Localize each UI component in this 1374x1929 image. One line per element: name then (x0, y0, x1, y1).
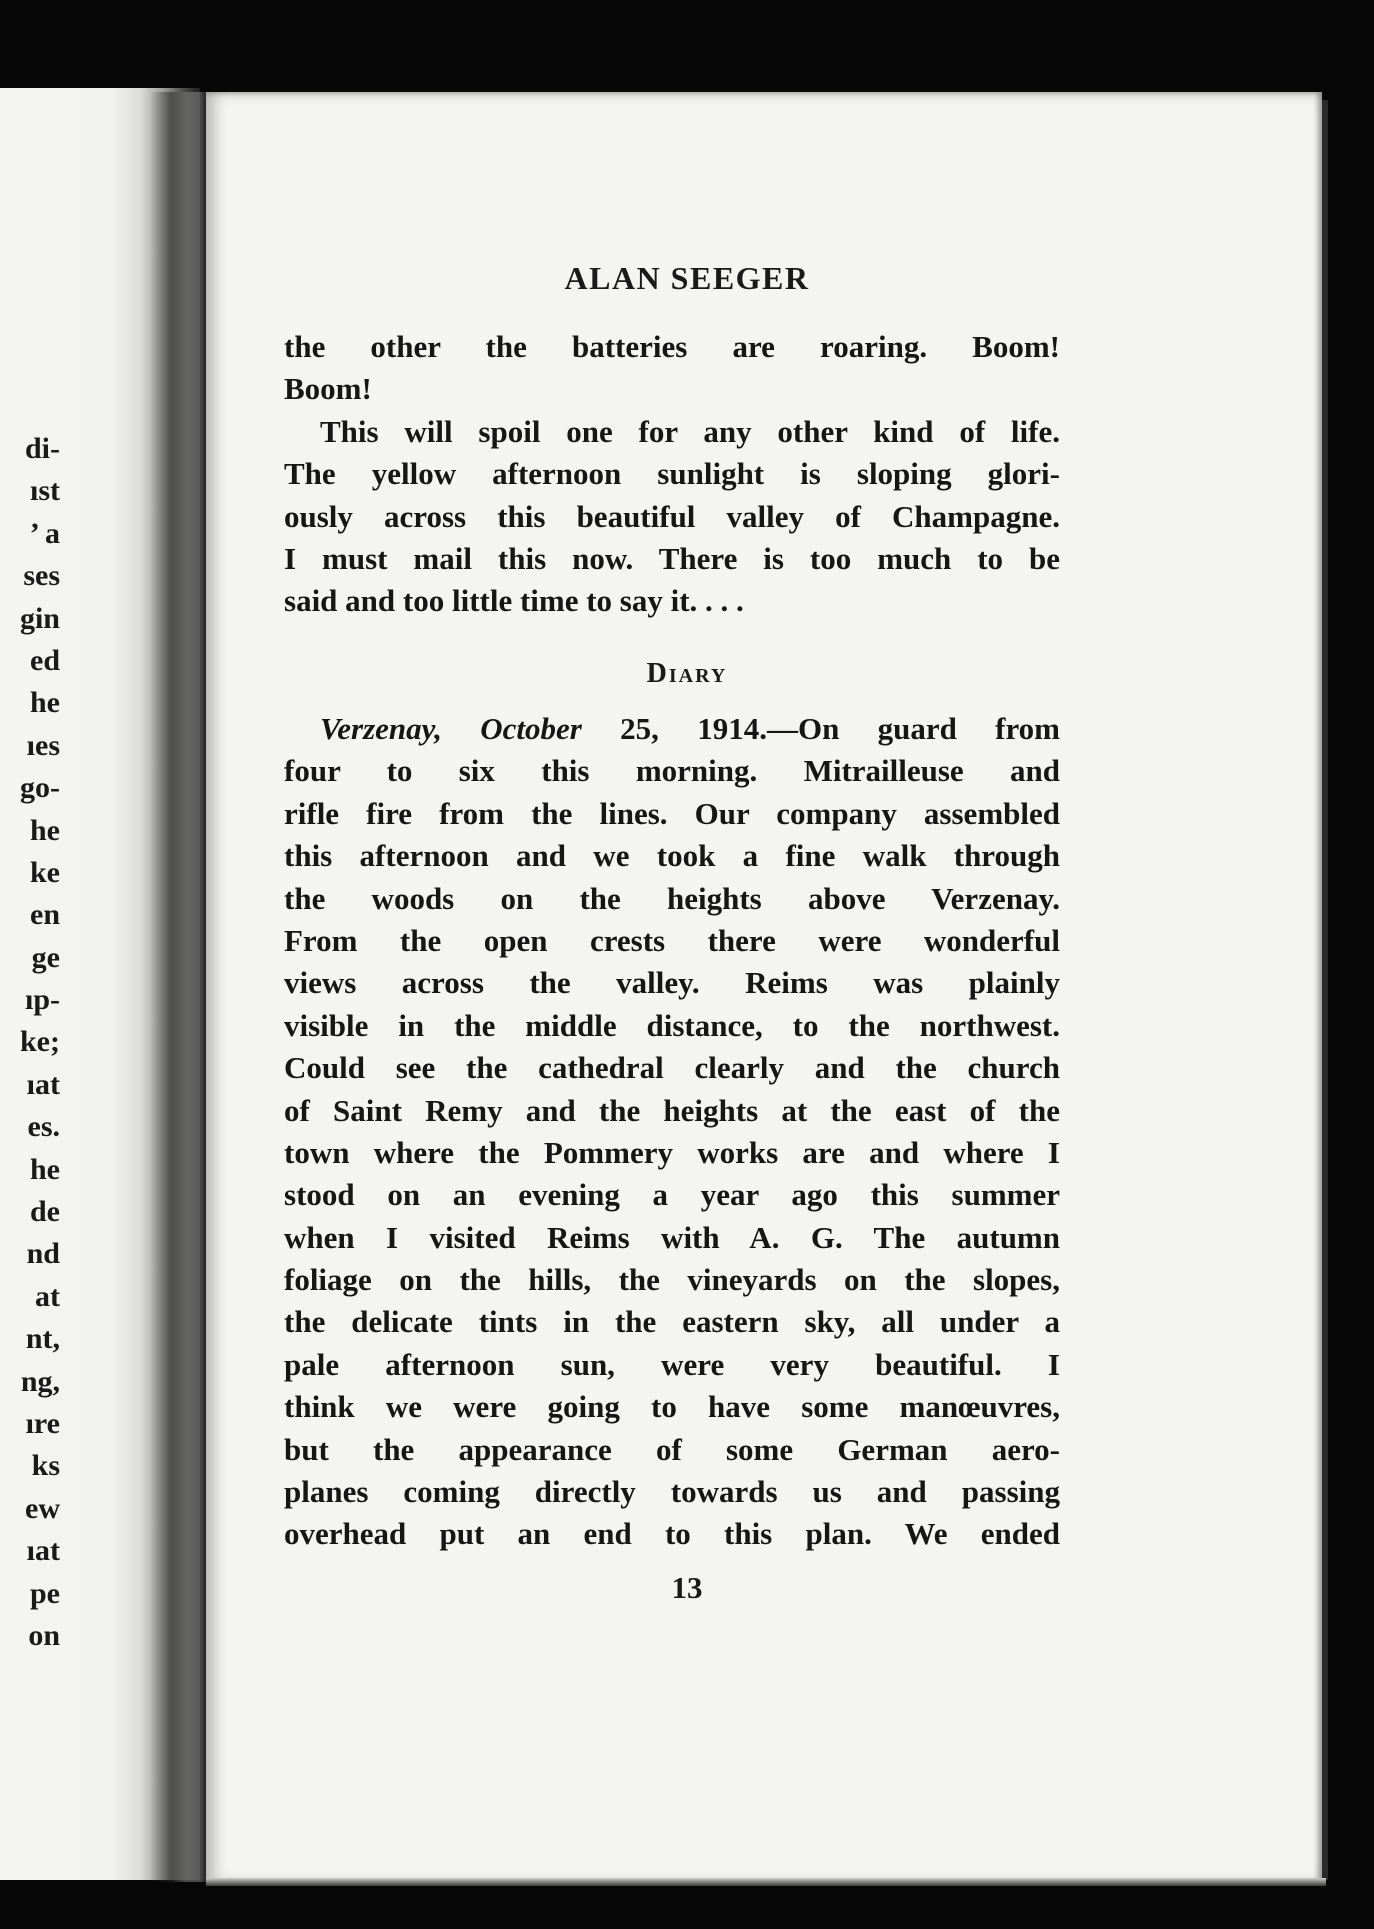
left-page-fragment: he (30, 686, 60, 720)
letter-paragraphs (284, 326, 1060, 623)
left-page-fragment: ıre (25, 1406, 60, 1440)
page-number: 13 (671, 1570, 703, 1605)
left-page-fragment: go- (20, 771, 60, 805)
text-line: views across the valley. Reims was plainly (284, 965, 1060, 1001)
text-line: Could see the cathedral clearly and the church (284, 1050, 1060, 1086)
text-line: said and too little time to say it. . . . (284, 583, 744, 619)
left-page-fragment: di- (24, 432, 60, 465)
text-line: The yellow afternoon sunlight is sloping glori- (284, 456, 1060, 492)
left-page-fragment: he (30, 1152, 60, 1186)
text-line: From the open crests there were wonderful (284, 922, 1060, 958)
text-line: I must mail this now. There is too much to be (284, 540, 1060, 576)
left-page-fragment: ke; (20, 1025, 60, 1059)
text-line: but the appearance of some German aero- (284, 1431, 1060, 1467)
text-line: stood on an evening a year ago this summer (284, 1177, 1060, 1213)
left-page-fragment: ıst (30, 474, 60, 508)
dateline-rest: 25, 1914.—On guard from (581, 711, 1060, 746)
left-page-fragment: ed (30, 643, 60, 677)
dateline-place-date: Verzenay, October (320, 711, 582, 746)
running-head: ALAN SEEGER (564, 260, 810, 296)
left-page-fragment: ew (25, 1491, 60, 1525)
left-page-fragment: ıp- (24, 983, 60, 1017)
text-line: overhead put an end to this plan. We ended (284, 1516, 1060, 1552)
left-page-fragment: es. (27, 1110, 60, 1144)
left-page-fragment: he (30, 813, 60, 847)
left-page-text-fragments (0, 428, 60, 1657)
book-gutter-shadow (150, 92, 210, 1882)
section-heading: Diary (646, 658, 728, 689)
left-page-fragment: ıat (26, 1534, 60, 1568)
text-line: town where the Pommery works are and where I (284, 1134, 1060, 1170)
text-line: the other the batteries are roaring. Boom! (284, 329, 1060, 364)
text-line: four to six this morning. Mitrailleuse and (284, 753, 1060, 789)
left-page-fragment: nd (26, 1237, 60, 1271)
text-line: rifle fire from the lines. Our company assembled (284, 795, 1060, 831)
text-line: planes coming directly towards us and passing (284, 1474, 1060, 1510)
left-page-fragment: de (30, 1195, 60, 1229)
left-page-fragment: pe (30, 1576, 60, 1610)
left-page-fragment: gin (19, 601, 60, 635)
left-page-fragment: ks (31, 1449, 60, 1483)
left-page-fragment: ses (23, 559, 60, 593)
left-page-fragment: at (27, 1279, 60, 1313)
text-line: ously across this beautiful valley of Champagne. (284, 498, 1060, 534)
text-line: Boom! (284, 371, 372, 407)
left-page-fragment: ıat (26, 1067, 60, 1101)
text-line: the woods on the heights above Verzenay. (284, 880, 1060, 916)
text-line: think we were going to have some manœuvres, (284, 1389, 1060, 1425)
text-line: this afternoon and we took a fine walk through (284, 838, 1060, 874)
left-page-fragment: ıes (26, 728, 60, 762)
text-line: when I visited Reims with A. G. The autumn (284, 1219, 1060, 1255)
left-page-fragment: en (30, 898, 60, 932)
left-page-fragment: ng, (20, 1364, 60, 1398)
left-page-fragment: ’ a (29, 516, 60, 550)
text-line: of Saint Remy and the heights at the east of the (284, 1092, 1060, 1128)
left-page-fragment: on (28, 1618, 60, 1652)
diary-entry (284, 708, 1060, 1556)
text-line: visible in the middle distance, to the northwest. (284, 1007, 1060, 1043)
page-edge (1322, 100, 1328, 1880)
left-page-fragment: nt, (25, 1322, 60, 1356)
page-bottom-edge (206, 1878, 1326, 1886)
text-line: pale afternoon sun, were very beautiful. I (284, 1346, 1060, 1382)
left-page-fragment: ke (30, 855, 60, 889)
left-page-fragment: ge (31, 940, 60, 974)
dateline (284, 708, 1060, 750)
text-line: foliage on the hills, the vineyards on the slopes, (284, 1262, 1060, 1298)
text-line: the delicate tints in the eastern sky, all under a (284, 1304, 1060, 1340)
text-line: This will spoil one for any other kind of life. (320, 413, 1060, 449)
